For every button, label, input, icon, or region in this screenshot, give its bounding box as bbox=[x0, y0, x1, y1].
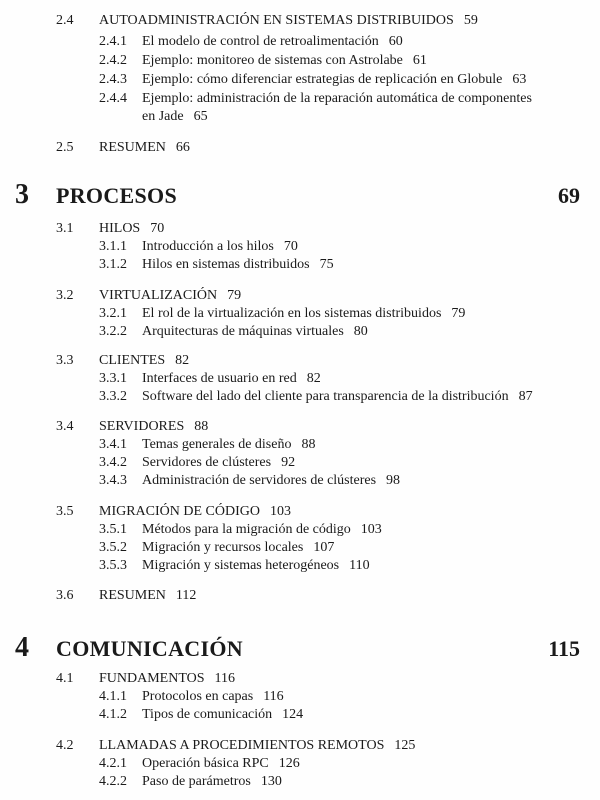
entry-title: AUTOADMINISTRACIÓN EN SISTEMAS DISTRIBUIDOS bbox=[99, 13, 454, 28]
entry-page: 61 bbox=[412, 53, 427, 68]
entry-title: Protocolos en capas bbox=[142, 689, 254, 704]
entry-page: 116 bbox=[214, 671, 236, 686]
entry-title: Ejemplo: monitoreo de sistemas con Astrolabe bbox=[142, 53, 403, 68]
entry-title: CLIENTES bbox=[99, 353, 166, 368]
entry-page: 75 bbox=[319, 257, 334, 272]
entry-title: Métodos para la migración de código bbox=[142, 522, 351, 537]
entry-number: 2.4.1 bbox=[99, 34, 127, 49]
entry-number: 2.4 bbox=[56, 13, 74, 28]
entry-page: 70 bbox=[150, 221, 165, 236]
entry-title: Operación básica RPC bbox=[142, 756, 269, 771]
entry-title: Migración y sistemas heterogéneos bbox=[142, 558, 340, 573]
entry-number: 3.5.3 bbox=[99, 558, 127, 573]
entry-number: 3.4.3 bbox=[99, 473, 127, 488]
entry-title: SERVIDORES bbox=[99, 419, 185, 434]
entry-title: El rol de la virtualización en los sistemas distribuidos bbox=[142, 306, 442, 321]
entry-number: 3.3.1 bbox=[99, 371, 127, 386]
entry-page: 88 bbox=[194, 419, 209, 434]
entry-number: 4.2.1 bbox=[99, 756, 127, 771]
entry-number: 3.4.1 bbox=[99, 437, 127, 452]
entry-number: 2.4.3 bbox=[99, 72, 127, 87]
entry-title: Temas generales de diseño bbox=[142, 437, 292, 452]
entry-title: HILOS bbox=[99, 221, 141, 236]
entry-page: 88 bbox=[301, 437, 316, 452]
entry-number: 3.1.2 bbox=[99, 257, 127, 272]
chapter-number: 4 bbox=[15, 632, 29, 663]
entry-page: 79 bbox=[451, 306, 466, 321]
entry-number: 3.5 bbox=[56, 504, 74, 519]
entry-number: 2.4.4 bbox=[99, 91, 127, 106]
entry-page: 82 bbox=[306, 371, 321, 386]
entry-number: 3.3.2 bbox=[99, 389, 127, 404]
entry-title: Servidores de clústeres bbox=[142, 455, 272, 470]
entry-number: 3.5.1 bbox=[99, 522, 127, 537]
chapter-heading bbox=[0, 633, 600, 663]
entry-page: 103 bbox=[360, 522, 382, 537]
entry-page: 107 bbox=[313, 540, 335, 555]
entry-title: MIGRACIÓN DE CÓDIGO bbox=[99, 504, 260, 519]
entry-page: 82 bbox=[175, 353, 190, 368]
entry-page: 103 bbox=[270, 504, 291, 519]
entry-title: Interfaces de usuario en red bbox=[142, 371, 297, 386]
entry-title: Paso de parámetros bbox=[142, 774, 251, 789]
entry-page: 79 bbox=[227, 288, 242, 303]
chapter-title: COMUNICACIÓN bbox=[56, 636, 243, 661]
entry-number: 3.4.2 bbox=[99, 455, 127, 470]
entry-page: 60 bbox=[388, 34, 403, 49]
entry-title: Software del lado del cliente para transparencia de la distribución bbox=[142, 389, 509, 404]
entry-title: RESUMEN bbox=[99, 140, 166, 155]
entry-title: El modelo de control de retroalimentación bbox=[142, 34, 379, 49]
entry-page: 125 bbox=[394, 738, 416, 753]
entry-number: 3.2.1 bbox=[99, 306, 127, 321]
entry-page: 65 bbox=[193, 109, 208, 124]
chapter-number: 3 bbox=[15, 179, 29, 210]
entry-title: Migración y recursos locales bbox=[142, 540, 304, 555]
entry-number: 4.1.2 bbox=[99, 707, 127, 722]
entry-title: Arquitecturas de máquinas virtuales bbox=[142, 324, 344, 339]
entry-title: FUNDAMENTOS bbox=[99, 671, 205, 686]
entry-title: Ejemplo: cómo diferenciar estrategias de replicación en Globule bbox=[142, 72, 503, 87]
chapter-title: PROCESOS bbox=[56, 183, 177, 208]
entry-page: 110 bbox=[349, 558, 370, 573]
entry-number: 3.2.2 bbox=[99, 324, 127, 339]
entry-page: 59 bbox=[463, 13, 478, 28]
entry-page: 66 bbox=[175, 140, 190, 155]
entry-page: 87 bbox=[518, 389, 533, 404]
entry-page: 112 bbox=[175, 588, 197, 603]
entry-number: 3.4 bbox=[56, 419, 74, 434]
entry-number: 3.1 bbox=[56, 221, 74, 236]
entry-title: Administración de servidores de clústeres bbox=[142, 473, 377, 488]
entry-title: LLAMADAS A PROCEDIMIENTOS REMOTOS bbox=[99, 738, 385, 753]
entry-page: 70 bbox=[283, 239, 298, 254]
entry-number: 3.1.1 bbox=[99, 239, 127, 254]
entry-page: 92 bbox=[281, 455, 296, 470]
entry-title: RESUMEN bbox=[99, 588, 166, 603]
entry-title: Tipos de comunicación bbox=[142, 707, 273, 722]
entry-number: 4.2.2 bbox=[99, 774, 127, 789]
entry-title: VIRTUALIZACIÓN bbox=[99, 288, 218, 303]
entry-number: 3.6 bbox=[56, 588, 74, 603]
entry-page: 98 bbox=[386, 473, 401, 488]
entry-title: Hilos en sistemas distribuidos bbox=[142, 257, 310, 272]
chapter-page: 69 bbox=[558, 183, 580, 208]
entry-page: 130 bbox=[260, 774, 282, 789]
entry-page: 124 bbox=[282, 707, 304, 722]
entry-number: 4.2 bbox=[56, 738, 74, 753]
entry-number: 2.5 bbox=[56, 140, 74, 155]
entry-page: 116 bbox=[263, 689, 284, 704]
entry-number: 3.2 bbox=[56, 288, 74, 303]
entry-title: Introducción a los hilos bbox=[142, 239, 274, 254]
entry-number: 3.5.2 bbox=[99, 540, 127, 555]
entry-title: en Jade bbox=[142, 109, 184, 124]
entry-page: 126 bbox=[278, 756, 300, 771]
entry-number: 4.1.1 bbox=[99, 689, 127, 704]
chapter-heading bbox=[0, 180, 600, 210]
entry-page: 80 bbox=[353, 324, 368, 339]
entry-page: 63 bbox=[512, 72, 527, 87]
entry-number: 3.3 bbox=[56, 353, 74, 368]
chapter-page: 115 bbox=[548, 636, 580, 661]
entry-title: Ejemplo: administración de la reparación automática de componentes bbox=[142, 91, 532, 106]
entry-number: 4.1 bbox=[56, 671, 74, 686]
entry-number: 2.4.2 bbox=[99, 53, 127, 68]
